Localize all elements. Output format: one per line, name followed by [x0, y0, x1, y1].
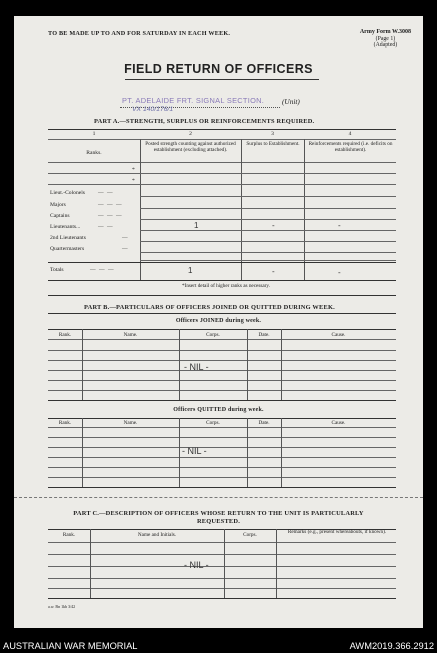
part-c-vline: [90, 529, 91, 598]
rank-captains: Captains: [50, 213, 70, 219]
joined-col-date: Date.: [258, 332, 270, 338]
part-a-vline-3: [304, 139, 305, 280]
col-header-ranks: Ranks.: [86, 150, 102, 156]
joined-col-name: Name.: [123, 332, 138, 338]
part-c-vline: [224, 529, 225, 598]
part-c-header-rule: [48, 542, 396, 543]
part-a-title: PART A.—STRENGTH, SURPLUS OR REINFORCEMENTS REQUIRED.: [94, 118, 315, 125]
quitted-vline: [82, 418, 83, 487]
joined-vline: [179, 329, 180, 400]
lieutenants-posted-value: 1: [194, 221, 199, 230]
row-rule-4: [140, 230, 396, 231]
col-header-rule: [48, 162, 396, 163]
row-rule-2: [140, 208, 396, 209]
quitted-row-rule: [48, 447, 396, 448]
joined-col-corps: Corps.: [206, 332, 220, 338]
unit-label: (Unit): [282, 97, 300, 106]
col-number-3: 3: [271, 131, 274, 137]
joined-vline: [281, 329, 282, 400]
quitted-header-top-rule: [48, 418, 396, 419]
leader-dots: —: [122, 246, 128, 252]
rank-2nd-lieutenants: 2nd Lieutenants: [50, 235, 86, 241]
quitted-col-cause: Cause.: [331, 420, 346, 426]
quitted-vline: [247, 418, 248, 487]
part-c-col-rank: Rank.: [62, 532, 76, 538]
col-header-surplus: Surplus to Establishment.: [246, 141, 300, 147]
totals-posted-value: 1: [188, 266, 193, 275]
totals-bottom-rule: [48, 280, 396, 281]
part-a-vline-1: [140, 139, 141, 280]
totals-reinforcements-value: -: [338, 268, 341, 277]
part-c-row-rule: [48, 578, 396, 579]
quitted-col-date: Date.: [258, 420, 270, 426]
asterisk-2: *: [132, 178, 135, 184]
leader-dots: — —: [98, 224, 114, 230]
leader-dots: — — —: [90, 267, 115, 273]
joined-row-rule: [48, 390, 396, 391]
joined-row-rule: [48, 360, 396, 361]
joined-col-cause: Cause.: [331, 332, 346, 338]
quitted-bottom-rule: [48, 487, 396, 488]
quitted-nil-entry: - NIL -: [182, 446, 207, 456]
quitted-col-rank: Rank.: [58, 420, 72, 426]
part-c-col-remarks: Remarks (e.g., present whereabouts, if known).: [287, 529, 387, 535]
row-rule-5: [140, 241, 396, 242]
part-c-col-name: Name and Initials.: [137, 532, 177, 538]
unit-handwritten: VX 140/176/1: [132, 106, 174, 113]
part-c-row-rule: [48, 588, 396, 589]
part-c-title-line2: REQUESTED.: [196, 518, 241, 525]
row-rule-7: [140, 260, 396, 261]
leader-dots: —: [122, 235, 128, 241]
header-instruction: TO BE MADE UP TO AND FOR SATURDAY IN EACH WEEK.: [48, 30, 231, 37]
quitted-vline: [281, 418, 282, 487]
part-c-nil-entry: - NIL -: [184, 560, 209, 570]
row-rule-asterisk-1: [48, 173, 396, 174]
leader-dots: — — —: [98, 202, 123, 208]
col-header-posted: Posted strength counting against authorized establishment (excluding attached).: [145, 141, 236, 153]
row-rule-3: [140, 219, 396, 220]
form-page: [14, 16, 423, 628]
part-a-footnote: *Insert detail of higher ranks as necessary.: [182, 283, 270, 289]
col-number-rule: [48, 139, 396, 140]
row-rule-1: [140, 196, 396, 197]
quitted-vline: [179, 418, 180, 487]
part-a-end-rule: [48, 295, 396, 296]
totals-top-rule: [48, 262, 396, 263]
totals-surplus-value: -: [272, 267, 275, 276]
joined-header-rule: [48, 339, 396, 340]
joined-row-rule: [48, 370, 396, 371]
row-rule-asterisk-2: [48, 184, 396, 185]
rank-lieut-colonels: Lieut.-Colonels: [50, 190, 85, 196]
part-c-bottom-rule: [48, 598, 396, 599]
quitted-header-rule: [48, 427, 396, 428]
joined-row-rule: [48, 350, 396, 351]
quitted-row-rule: [48, 457, 396, 458]
joined-bottom-rule: [48, 400, 396, 401]
form-adapted: (Adapted): [373, 42, 398, 48]
unit-stamp: PT. ADELAIDE FRT. SIGNAL SECTION.: [122, 96, 265, 105]
col-number-2: 2: [189, 131, 192, 137]
part-c-col-corps: Corps.: [243, 532, 257, 538]
joined-vline: [247, 329, 248, 400]
leader-dots: — —: [98, 190, 114, 196]
quitted-title: Officers QUITTED during week.: [173, 407, 264, 413]
quitted-col-name: Name.: [123, 420, 138, 426]
joined-title: Officers JOINED during week.: [175, 318, 262, 324]
quitted-row-rule: [48, 437, 396, 438]
title-underline: [125, 79, 319, 80]
part-c-row-rule: [48, 566, 396, 567]
quitted-col-corps: Corps.: [206, 420, 220, 426]
joined-nil-entry: - NIL -: [184, 362, 209, 372]
part-b-title: PART B.—PARTICULARS OF OFFICERS JOINED OR QUITTED DURING WEEK.: [84, 304, 335, 311]
form-title: FIELD RETURN OF OFFICERS: [124, 62, 313, 76]
col-header-reinforcements: Reinforcements required (i.e. deficits on establishment).: [308, 141, 393, 153]
form-number-block: [360, 29, 411, 49]
asterisk-1: *: [132, 167, 135, 173]
part-a-top-rule: [48, 129, 396, 130]
joined-header-top-rule: [48, 329, 396, 330]
rank-quartermasters: Quartermasters: [50, 246, 85, 252]
col-number-1: 1: [92, 131, 96, 137]
row-rule-6: [140, 252, 396, 253]
totals-label: Totals: [50, 267, 64, 273]
perforation-line: [14, 497, 423, 498]
rank-majors: Majors: [50, 202, 66, 208]
print-code: a.w. Bn 1kb 3/42: [48, 604, 76, 609]
leader-dots: — — —: [98, 213, 123, 219]
footer-institution: AUSTRALIAN WAR MEMORIAL: [3, 641, 138, 651]
lieutenants-reinforcements-value: -: [338, 221, 341, 230]
rank-lieutenants: Lieutenants...: [50, 224, 81, 230]
part-c-vline: [276, 529, 277, 598]
part-a-vline-2: [241, 139, 242, 280]
joined-vline: [82, 329, 83, 400]
form-page-number: (Page 1): [375, 35, 396, 42]
form-name: Army Form W.3008: [359, 29, 411, 35]
lieutenants-surplus-value: -: [272, 221, 275, 230]
joined-row-rule: [48, 380, 396, 381]
part-b-top-rule: [48, 313, 396, 314]
footer-accession-number: AWM2019.366.2912: [349, 641, 434, 651]
col-number-4: 4: [348, 131, 352, 137]
joined-col-rank: Rank.: [58, 332, 72, 338]
part-c-row-rule: [48, 554, 396, 555]
part-c-title-line1: PART C.—DESCRIPTION OF OFFICERS WHOSE RETURN TO THE UNIT IS PARTICULARLY: [73, 510, 364, 517]
quitted-row-rule: [48, 467, 396, 468]
quitted-row-rule: [48, 477, 396, 478]
